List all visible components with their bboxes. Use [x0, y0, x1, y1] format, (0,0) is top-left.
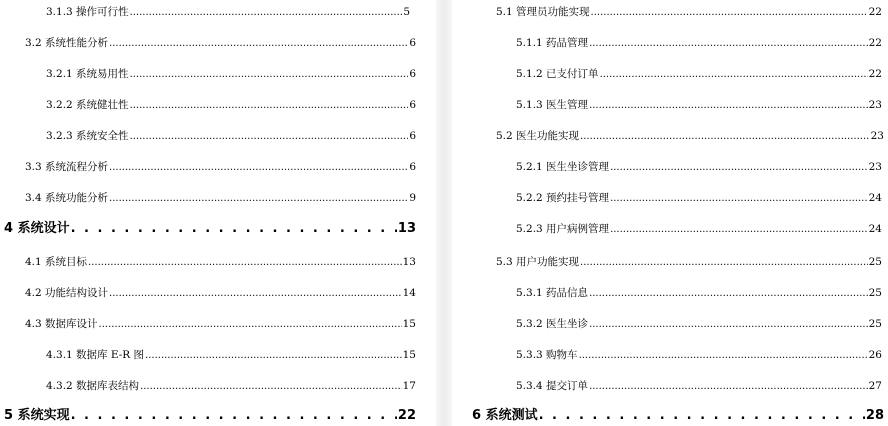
toc-entry-page: 9 — [409, 192, 416, 204]
toc-entry-3-1-3[interactable] — [46, 4, 410, 21]
toc-entry-label: 5.3.2 医生坐诊 — [516, 318, 589, 330]
toc-entry-5-3-1[interactable] — [516, 285, 882, 302]
toc-leader-dots — [589, 286, 868, 302]
toc-entry-label: 5.1.3 医生管理 — [516, 99, 589, 111]
toc-chapter-5[interactable] — [4, 407, 416, 425]
toc-leader-dots — [140, 379, 402, 395]
toc-entry-label: 4.3.1 数据库 E-R 图 — [46, 349, 145, 361]
toc-entry-page: 6 — [409, 99, 416, 111]
toc-leader-dots — [109, 36, 408, 52]
toc-entry-page: 13 — [402, 256, 416, 268]
toc-entry-5-3-2[interactable] — [516, 316, 882, 333]
toc-leader-dots — [539, 407, 865, 425]
toc-page-right — [452, 0, 888, 426]
toc-entry-5-3-4[interactable] — [516, 378, 882, 395]
toc-entry-page: 6 — [409, 37, 416, 49]
toc-entry-label: 3.2.2 系统健壮性 — [46, 99, 129, 111]
toc-entry-page: 24 — [868, 223, 882, 235]
toc-entry-page: 6 — [409, 68, 416, 80]
toc-entry-3-4[interactable] — [25, 190, 416, 207]
toc-entry-label: 3.1.3 操作可行性 — [46, 6, 129, 18]
toc-entry-label: 4.1 系统目标 — [25, 256, 88, 268]
toc-leader-dots — [610, 160, 868, 176]
toc-entry-page: 15 — [402, 318, 416, 330]
toc-entry-label: 3.4 系统功能分析 — [25, 192, 109, 204]
toc-leader-dots — [130, 5, 403, 21]
toc-leader-dots — [589, 98, 868, 114]
toc-entry-page: 23 — [868, 161, 882, 173]
toc-entry-page: 26 — [868, 349, 882, 361]
toc-entry-5-1-3[interactable] — [516, 97, 882, 114]
toc-entry-page: 5 — [403, 6, 410, 18]
toc-entry-5-3-3[interactable] — [516, 347, 882, 364]
page-gutter — [436, 0, 452, 426]
toc-leader-dots — [99, 317, 402, 333]
toc-entry-5-2-3[interactable] — [516, 221, 882, 238]
toc-entry-3-2-1[interactable] — [46, 66, 416, 83]
toc-entry-5-1-2[interactable] — [516, 66, 882, 83]
toc-entry-label: 3.3 系统流程分析 — [25, 161, 109, 173]
toc-entry-page: 25 — [868, 318, 882, 330]
toc-entry-page: 22 — [868, 68, 882, 80]
toc-entry-label: 5.3.4 提交订单 — [516, 380, 589, 392]
toc-entry-page: 22 — [868, 6, 882, 18]
toc-entry-4-3[interactable] — [25, 316, 416, 333]
toc-chapter-page: 22 — [397, 408, 416, 423]
toc-entry-label: 5.3.3 购物车 — [516, 349, 578, 361]
toc-leader-dots — [589, 379, 868, 395]
toc-leader-dots — [109, 286, 402, 302]
toc-entry-label: 3.2.1 系统易用性 — [46, 68, 129, 80]
toc-entry-label: 4.3.2 数据库表结构 — [46, 380, 140, 392]
toc-leader-dots — [130, 67, 409, 83]
toc-entry-5-2-1[interactable] — [516, 159, 882, 176]
toc-entry-label: 5.1 管理员功能实现 — [496, 6, 590, 18]
toc-entry-4-3-1[interactable] — [46, 347, 416, 364]
toc-leader-dots — [130, 129, 409, 145]
toc-entry-page: 14 — [402, 287, 416, 299]
toc-entry-label: 5.1.1 药品管理 — [516, 37, 589, 49]
toc-entry-page: 25 — [868, 287, 882, 299]
toc-leader-dots — [130, 98, 409, 114]
toc-entry-label: 5.2 医生功能实现 — [496, 130, 580, 142]
toc-entry-4-1[interactable] — [25, 254, 416, 271]
toc-entry-page: 23 — [870, 130, 884, 142]
toc-entry-page: 24 — [868, 192, 882, 204]
toc-chapter-label: 5 系统实现 — [4, 408, 70, 423]
toc-entry-page: 22 — [868, 37, 882, 49]
toc-entry-page: 6 — [409, 161, 416, 173]
toc-leader-dots — [88, 255, 402, 271]
toc-entry-page: 15 — [402, 349, 416, 361]
toc-leader-dots — [591, 5, 868, 21]
toc-entry-label: 5.2.2 预约挂号管理 — [516, 192, 610, 204]
toc-leader-dots — [109, 191, 408, 207]
toc-leader-dots — [109, 160, 408, 176]
toc-chapter-page: 13 — [397, 221, 416, 236]
toc-leader-dots — [145, 348, 402, 364]
toc-entry-label: 4.2 功能结构设计 — [25, 287, 109, 299]
toc-entry-label: 5.3 用户功能实现 — [496, 256, 580, 268]
toc-entry-3-2-2[interactable] — [46, 97, 416, 114]
toc-chapter-label: 6 系统测试 — [472, 408, 538, 423]
toc-chapter-page: 28 — [865, 408, 884, 423]
toc-leader-dots — [71, 220, 397, 238]
toc-leader-dots — [71, 407, 397, 425]
toc-entry-5-1[interactable] — [496, 4, 882, 21]
toc-entry-page: 25 — [868, 256, 882, 268]
toc-chapter-4[interactable] — [4, 220, 416, 238]
toc-entry-label: 5.1.2 已支付订单 — [516, 68, 599, 80]
toc-leader-dots — [600, 67, 868, 83]
toc-leader-dots — [589, 36, 868, 52]
toc-entry-3-3[interactable] — [25, 159, 416, 176]
toc-entry-label: 5.3.1 药品信息 — [516, 287, 589, 299]
toc-entry-page: 27 — [868, 380, 882, 392]
toc-entry-page: 17 — [402, 380, 416, 392]
toc-entry-label: 3.2 系统性能分析 — [25, 37, 109, 49]
toc-chapter-label: 4 系统设计 — [4, 221, 70, 236]
toc-entry-label: 5.2.1 医生坐诊管理 — [516, 161, 610, 173]
toc-entry-4-2[interactable] — [25, 285, 416, 302]
toc-leader-dots — [579, 348, 868, 364]
toc-page-left — [0, 0, 436, 426]
toc-entry-label: 5.2.3 用户病例管理 — [516, 223, 610, 235]
toc-entry-label: 4.3 数据库设计 — [25, 318, 98, 330]
toc-entry-5-3[interactable] — [496, 254, 882, 271]
toc-leader-dots — [589, 317, 868, 333]
toc-leader-dots — [610, 191, 868, 207]
toc-entry-5-1-1[interactable] — [516, 35, 882, 52]
toc-entry-5-2-2[interactable] — [516, 190, 882, 207]
toc-entry-3-2-3[interactable] — [46, 128, 416, 145]
toc-entry-3-2[interactable] — [25, 35, 416, 52]
toc-entry-label: 3.2.3 系统安全性 — [46, 130, 129, 142]
toc-entry-4-3-2[interactable] — [46, 378, 416, 395]
toc-entry-5-2[interactable] — [496, 128, 884, 145]
toc-chapter-6[interactable] — [472, 407, 884, 425]
toc-leader-dots — [580, 255, 868, 271]
toc-entry-page: 6 — [409, 130, 416, 142]
toc-leader-dots — [610, 222, 868, 238]
toc-entry-page: 23 — [868, 99, 882, 111]
toc-leader-dots — [580, 129, 870, 145]
